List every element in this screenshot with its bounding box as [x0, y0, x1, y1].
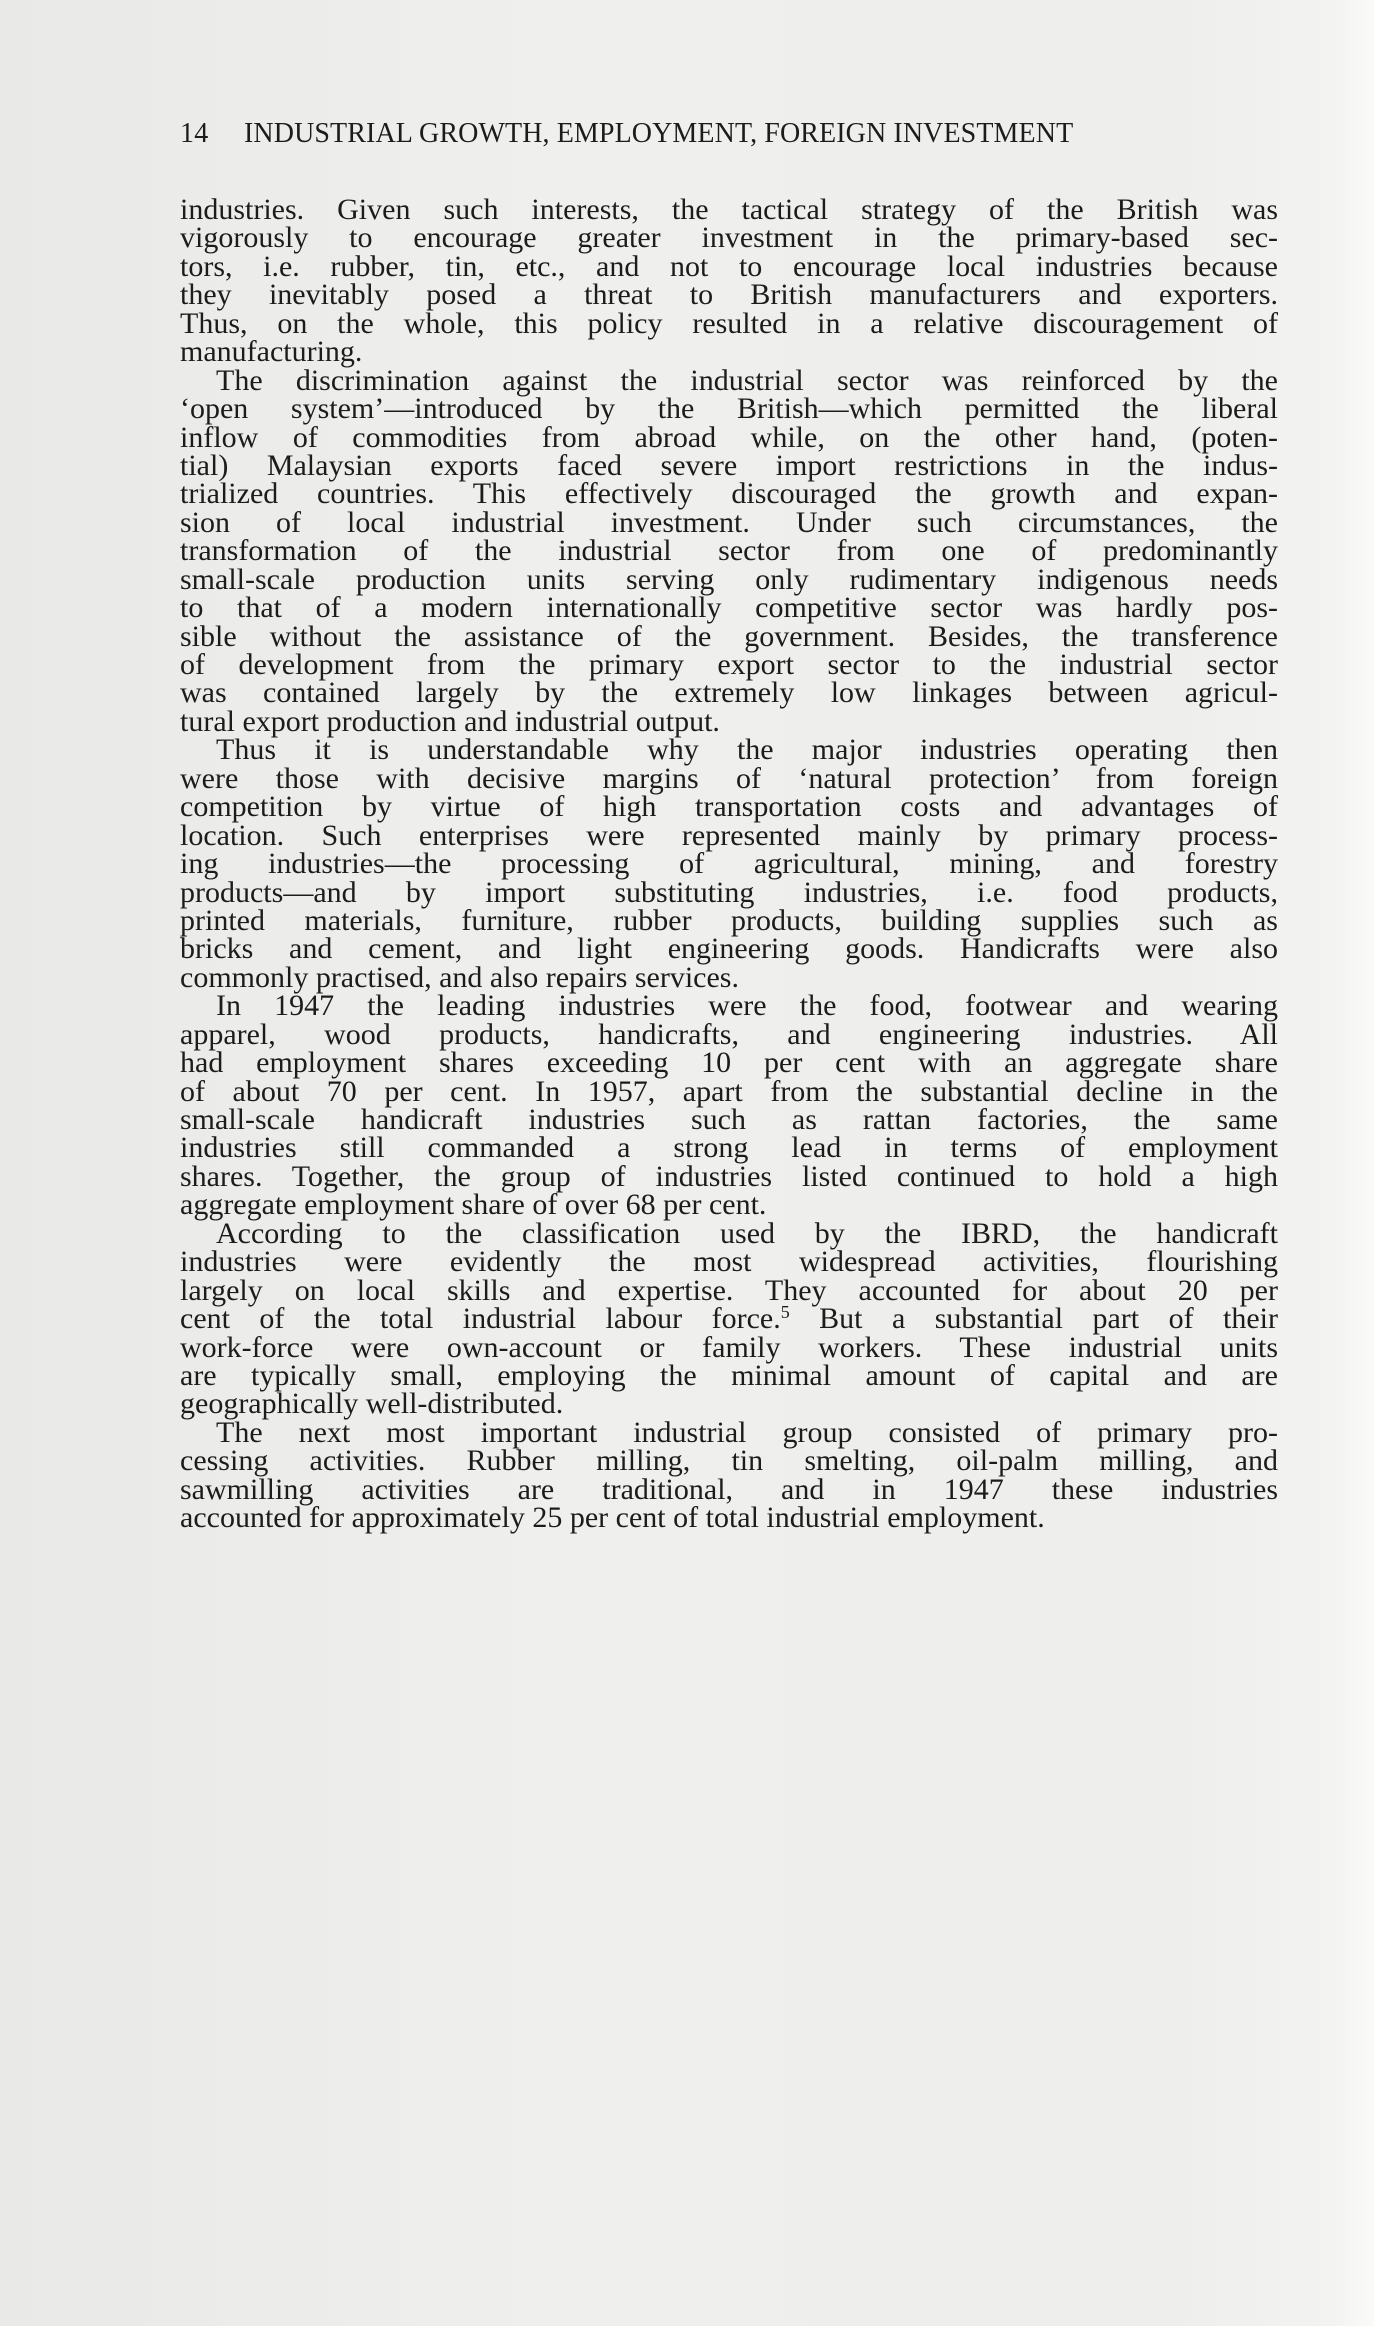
text-line: transformation of the industrial sector from one of predominantly — [180, 534, 1278, 568]
text-line: vigorously to encourage greater investment in the primary-based sec- — [180, 221, 1278, 255]
text-line: ing industries—the processing of agricultural, mining, and forestry — [180, 847, 1278, 881]
text-line: was contained largely by the extremely low linkages between agricul- — [180, 676, 1278, 710]
text-line: Thus it is understandable why the major industries operating then — [216, 733, 1278, 767]
text-line: had employment shares exceeding 10 per cent with an aggregate share — [180, 1046, 1278, 1080]
paragraph — [180, 363, 1278, 738]
text-line: industries were evidently the most widespread activities, flourishing — [180, 1245, 1278, 1279]
text-line: industries still commanded a strong lead in terms of employment — [180, 1131, 1278, 1165]
text-line: to that of a modern internationally competitive sector was hardly pos- — [180, 591, 1278, 625]
footnote-line-after: But a substantial part of their — [789, 1302, 1278, 1336]
text-line: The discrimination against the industrial sector was reinforced by the — [216, 363, 1278, 397]
text-line: According to the classification used by the IBRD, the handicraft — [216, 1216, 1278, 1250]
text-line: of about 70 per cent. In 1957, apart from the substantial decline in the — [180, 1074, 1278, 1108]
text-line: trialized countries. This effectively discouraged the growth and expan- — [180, 477, 1278, 511]
book-page — [180, 118, 1278, 1533]
text-line: tural export production and industrial output. — [180, 704, 720, 738]
text-line: products—and by import substituting industries, i.e. food products, — [180, 875, 1278, 909]
text-line: The next most important industrial group consisted of primary pro- — [216, 1415, 1278, 1449]
text-line: competition by virtue of high transportation costs and advantages of — [180, 790, 1278, 824]
text-line: are typically small, employing the minimal amount of capital and are — [180, 1358, 1278, 1392]
footnote-line-before: cent of the total industrial labour force. — [180, 1302, 781, 1336]
text-line: sion of local industrial investment. Under such circumstances, the — [180, 505, 1278, 539]
text-line: sawmilling activities are traditional, and in 1947 these industries — [180, 1472, 1278, 1506]
text-line: work-force were own-account or family workers. These industrial units — [180, 1330, 1278, 1364]
running-header — [180, 118, 1278, 168]
text-line: cessing activities. Rubber milling, tin smelting, oil-palm milling, and — [180, 1444, 1278, 1478]
text-line: were those with decisive margins of ‘natural protection’ from foreign — [180, 761, 1278, 795]
text-line: location. Such enterprises were represented mainly by primary process- — [180, 818, 1278, 852]
text-line: largely on local skills and expertise. They accounted for about 20 per — [180, 1273, 1278, 1307]
text-line: tors, i.e. rubber, tin, etc., and not to encourage local industries because — [180, 249, 1278, 283]
text-line: sible without the assistance of the government. Besides, the transference — [180, 619, 1278, 653]
paragraph — [180, 1216, 1278, 1421]
text-line: commonly practised, and also repairs services. — [180, 960, 739, 994]
text-line: small-scale production units serving only rudimentary indigenous needs — [180, 562, 1278, 596]
text-line: bricks and cement, and light engineering goods. Handicrafts were also — [180, 932, 1278, 966]
text-line: they inevitably posed a threat to British manufacturers and exporters. — [180, 278, 1278, 312]
text-line: geographically well-distributed. — [180, 1387, 564, 1421]
text-line: ‘open system’—introduced by the British—which permitted the liberal — [180, 392, 1278, 426]
text-line: small-scale handicraft industries such as rattan factories, the same — [180, 1103, 1278, 1136]
paragraph — [180, 733, 1278, 994]
paragraph — [180, 989, 1278, 1222]
text-line: printed materials, furniture, rubber products, building supplies such as — [180, 903, 1278, 937]
footnote-marker[interactable]: 5 — [780, 1302, 790, 1323]
text-line: shares. Together, the group of industries listed continued to hold a high — [180, 1159, 1278, 1193]
text-line: inflow of commodities from abroad while, on the other hand, (poten- — [180, 420, 1278, 454]
paragraph — [180, 193, 1278, 369]
text-line: industries. Given such interests, the tactical strategy of the British was — [180, 193, 1278, 226]
text-line: tial) Malaysian exports faced severe import restrictions in the indus- — [180, 448, 1278, 482]
text-line: In 1947 the leading industries were the food, footwear and wearing — [216, 989, 1278, 1023]
text-line-with-footnote — [180, 1302, 1278, 1336]
running-title: INDUSTRIAL GROWTH, EMPLOYMENT, FOREIGN INVESTMENT — [244, 118, 1074, 149]
body-text — [180, 193, 1278, 1535]
page-number: 14 — [180, 118, 209, 149]
paragraph — [180, 1415, 1278, 1535]
text-line: of development from the primary export sector to the industrial sector — [180, 648, 1278, 681]
text-line: apparel, wood products, handicrafts, and engineering industries. All — [180, 1017, 1278, 1051]
text-line: manufacturing. — [180, 335, 363, 369]
text-line: accounted for approximately 25 per cent of total industrial employment. — [180, 1501, 1045, 1535]
text-line: Thus, on the whole, this policy resulted in a relative discouragement of — [180, 306, 1278, 340]
text-line: aggregate employment share of over 68 per cent. — [180, 1188, 767, 1222]
